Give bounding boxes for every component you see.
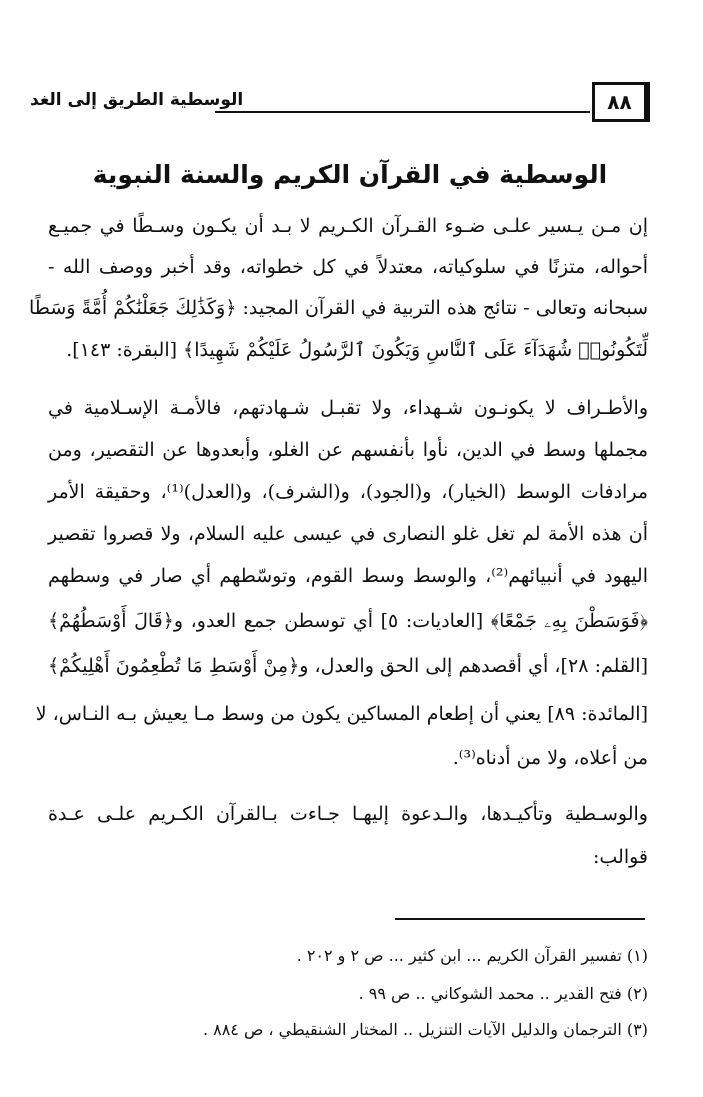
running-header: [30, 82, 650, 126]
body-line: والأطـراف لا يكونـون شـهداء، ولا تقبـل شـهادتهم، فالأمـة الإسـلامية في: [48, 397, 648, 419]
body-line: سبحانه وتعالى - نتائج هذه التربية في القرآن المجيد: ﴿وَكَذَٰلِكَ جَعَلْنَٰكُمْ أُمَّةً وَسَطًا: [29, 297, 648, 319]
body-line: اليهود في أنبيائهم⁽²⁾، والوسط وسط القوم، وتوسّطهم أي صار في وسطهم: [48, 565, 648, 587]
footnote: (٢) فتح القدير .. محمد الشوكاني .. ص ٩٩ .: [358, 984, 648, 1003]
body-line: أن هذه الأمة لم تغل غلو النصارى في عيسى عليه السلام، ولا قصروا تقصير: [48, 523, 648, 545]
body-line: والوسـطية وتأكيـدها، والـدعوة إليهـا جـاءت بـالقرآن الكـريم علـى عـدة: [48, 803, 648, 825]
body-line: لِّتَكُونُوا۟ شُهَدَآءَ عَلَى ٱلنَّاسِ وَيَكُونَ ٱلرَّسُولُ عَلَيْكُمْ شَهِيدًا﴾ [البقرة: ١٤٣].: [66, 339, 648, 361]
footnote-separator: [395, 918, 645, 920]
body-line: إن مـن يـسير علـى ضـوء القـرآن الكـريم لا بـد أن يكـون وسـطًا في جميـع: [48, 215, 648, 237]
page-number: ٨٨: [592, 82, 650, 122]
footnote: (٣) الترجمان والدليل الآيات التنزيل .. المختار الشنقيطي ، ص ٨٨٤ .: [202, 1020, 648, 1039]
header-rule: [215, 111, 590, 113]
running-title: الوسطية الطريق إلى الغد: [30, 90, 244, 110]
body-line: قوالب:: [592, 846, 648, 868]
body-line: أحواله، متزنًا في سلوكياته، معتدلاً في كل خطواته، وقد أخبر ووصف الله -: [48, 256, 648, 278]
body-line: مرادفات الوسط (الخيار)، و(الجود)، و(الشرف)، و(العدل)⁽¹⁾، وحقيقة الأمر: [48, 481, 649, 503]
body-line: مجملها وسط في الدين، نأوا بأنفسهم عن الغلو، وأبعدوها عن التقصير، ومن: [48, 439, 648, 461]
footnote: (١) تفسير القرآن الكريم ... ابن كثير ... ص ٢ و ٢٠٢ .: [296, 946, 648, 965]
body-line: [المائدة: ٨٩] يعني أن إطعام المساكين يكون من وسط مـا يعيش بـه النـاس، لا: [35, 703, 648, 725]
body-line: [القلم: ٢٨]، أي أقصدهم إلى الحق والعدل، و﴿مِنْ أَوْسَطِ مَا تُطْعِمُونَ أَهْلِيكُمْ﴾: [48, 655, 649, 677]
body-line: ﴿فَوَسَطْنَ بِهِۦ جَمْعًا﴾ [العاديات: ٥] أي توسطن جمع العدو، و﴿قَالَ أَوْسَطُهُمْ﴾: [48, 610, 648, 632]
section-title: الوسطية في القرآن الكريم والسنة النبوية: [92, 160, 608, 189]
body-line: من أعلاه، ولا من أدناه⁽³⁾.: [452, 747, 648, 769]
